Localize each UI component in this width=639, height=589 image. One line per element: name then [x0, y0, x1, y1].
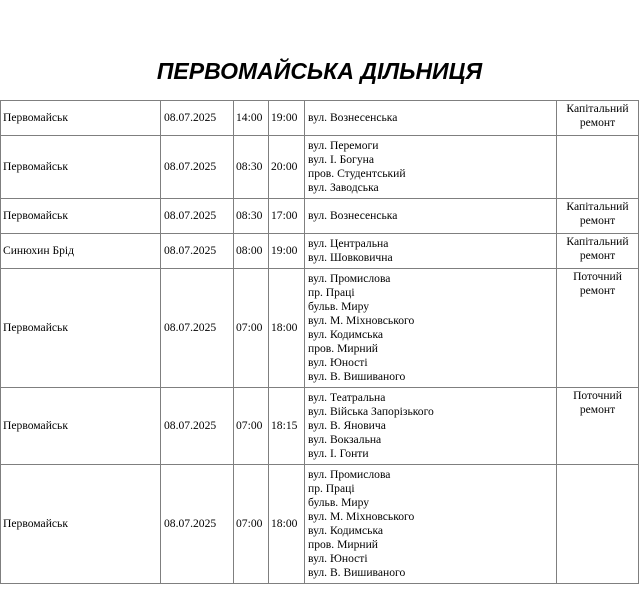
street-name: вул. В. Яновича — [308, 419, 386, 432]
street-name: вул. Перемоги — [308, 139, 379, 152]
table-row — [1, 388, 639, 465]
work-type-label: Капітальний ремонт — [566, 200, 629, 227]
street-name: бульв. Миру — [308, 300, 370, 313]
table-body — [1, 101, 639, 584]
street-name: вул. М. Міхновського — [308, 510, 415, 523]
settlement-cell: Первомайськ — [1, 101, 161, 136]
work-type-cell — [557, 234, 639, 269]
street-name: пров. Мирний — [308, 538, 378, 551]
street-name: вул. Вознесенська — [308, 209, 398, 222]
date-cell: 08.07.2025 — [161, 199, 234, 234]
street-name: вул. В. Вишиваного — [308, 566, 406, 579]
street-name: вул. Центральна — [308, 237, 389, 250]
settlement-cell: Первомайськ — [1, 269, 161, 388]
street-name: вул. М. Міхновського — [308, 314, 415, 327]
start-time-cell: 07:00 — [234, 388, 269, 465]
settlement-cell: Первомайськ — [1, 465, 161, 584]
street-name: бульв. Миру — [308, 496, 370, 509]
work-type-label: Поточний ремонт — [573, 270, 622, 297]
streets-cell — [305, 269, 557, 388]
date-cell: 08.07.2025 — [161, 101, 234, 136]
street-name: пр. Праці — [308, 286, 355, 299]
start-time-cell: 08:00 — [234, 234, 269, 269]
settlement-cell: Первомайськ — [1, 388, 161, 465]
settlement-cell: Синюхин Брід — [1, 234, 161, 269]
work-type-label: Капітальний ремонт — [566, 102, 629, 129]
street-name: вул. І. Богуна — [308, 153, 374, 166]
start-time-cell: 08:30 — [234, 136, 269, 199]
streets-cell — [305, 465, 557, 584]
outage-schedule-table — [0, 100, 639, 584]
streets-cell — [305, 101, 557, 136]
street-name: вул. Вокзальна — [308, 433, 382, 446]
street-name: вул. І. Гонти — [308, 447, 369, 460]
work-type-cell — [557, 101, 639, 136]
date-cell: 08.07.2025 — [161, 234, 234, 269]
page-title: ПЕРВОМАЙСЬКА ДІЛЬНИЦЯ — [156, 58, 483, 84]
work-type-cell — [557, 388, 639, 465]
date-cell: 08.07.2025 — [161, 388, 234, 465]
table-row — [1, 269, 639, 388]
street-name: вул. Кодимська — [308, 328, 384, 341]
work-type-cell — [557, 199, 639, 234]
end-time-cell: 18:00 — [269, 269, 305, 388]
end-time-cell: 17:00 — [269, 199, 305, 234]
work-type-cell — [557, 136, 639, 199]
settlement-cell: Первомайськ — [1, 136, 161, 199]
street-name: вул. Заводська — [308, 181, 379, 194]
street-name: вул. Промислова — [308, 272, 391, 285]
work-type-label: Капітальний ремонт — [566, 235, 629, 262]
start-time-cell: 07:00 — [234, 269, 269, 388]
streets-cell — [305, 388, 557, 465]
work-type-label: Поточний ремонт — [573, 389, 622, 416]
street-name: пр. Праці — [308, 482, 355, 495]
street-name: вул. Війська Запорізького — [308, 405, 434, 418]
table-row — [1, 465, 639, 584]
street-name: вул. Кодимська — [308, 524, 384, 537]
start-time-cell: 07:00 — [234, 465, 269, 584]
street-name: вул. Театральна — [308, 391, 386, 404]
streets-cell — [305, 234, 557, 269]
end-time-cell: 18:15 — [269, 388, 305, 465]
streets-cell — [305, 199, 557, 234]
date-cell: 08.07.2025 — [161, 136, 234, 199]
start-time-cell: 14:00 — [234, 101, 269, 136]
street-name: пров. Мирний — [308, 342, 378, 355]
street-name: вул. Промислова — [308, 468, 391, 481]
work-type-cell — [557, 269, 639, 388]
street-name: вул. Юності — [308, 552, 368, 565]
end-time-cell: 18:00 — [269, 465, 305, 584]
table-row — [1, 234, 639, 269]
date-cell: 08.07.2025 — [161, 269, 234, 388]
street-name: вул. Шовковична — [308, 251, 393, 264]
settlement-cell: Первомайськ — [1, 199, 161, 234]
street-name: вул. Вознесенська — [308, 111, 398, 124]
work-type-cell — [557, 465, 639, 584]
end-time-cell: 20:00 — [269, 136, 305, 199]
date-cell: 08.07.2025 — [161, 465, 234, 584]
street-name: пров. Студентський — [308, 167, 406, 180]
end-time-cell: 19:00 — [269, 101, 305, 136]
street-name: вул. В. Вишиваного — [308, 370, 406, 383]
table-row — [1, 199, 639, 234]
table-row — [1, 101, 639, 136]
table-row — [1, 136, 639, 199]
start-time-cell: 08:30 — [234, 199, 269, 234]
end-time-cell: 19:00 — [269, 234, 305, 269]
streets-cell — [305, 136, 557, 199]
street-name: вул. Юності — [308, 356, 368, 369]
